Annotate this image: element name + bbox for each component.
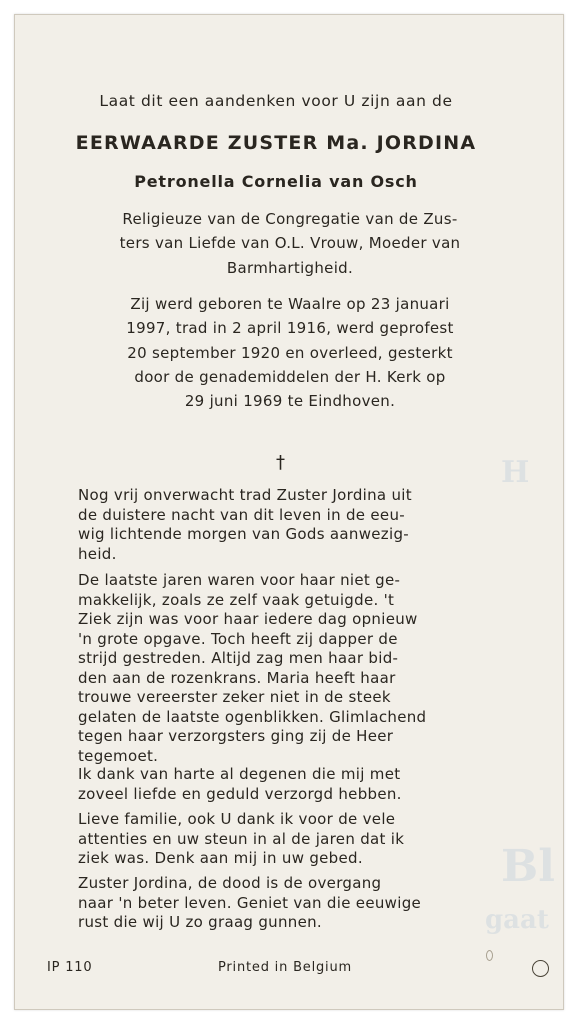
body-paragraph xyxy=(78,874,492,933)
text-line: Barmhartigheid. xyxy=(226,258,354,277)
text-line: Zuster Jordina, de dood is de overgang xyxy=(78,874,382,892)
text-line: Ik dank van harte al degenen die mij met xyxy=(78,765,401,783)
life-dates-paragraph xyxy=(78,292,502,413)
text-line: 20 september 1920 en overleed, gesterkt xyxy=(127,343,453,362)
text-line: naar 'n beter leven. Geniet van die eeuwige xyxy=(78,893,422,912)
body-paragraph xyxy=(78,810,492,869)
print-code: IP 110 xyxy=(47,960,93,975)
text-line: attenties en uw steun in al de jaren dat ik xyxy=(78,829,405,848)
cross-icon: † xyxy=(276,452,285,473)
text-line: heid. xyxy=(78,544,117,563)
text-line: strijd gestreden. Altijd zag men haar bid- xyxy=(78,649,399,667)
deceased-full-name: Petronella Cornelia van Osch xyxy=(134,172,418,191)
text-line: Religieuze van de Congregatie van de Zus- xyxy=(122,210,458,228)
text-line: Zij werd geboren te Waalre op 23 januari xyxy=(130,295,450,313)
deceased-title: EERWAARDE ZUSTER Ma. JORDINA xyxy=(75,132,477,154)
text-line: De laatste jaren waren voor haar niet ge- xyxy=(78,571,401,589)
text-line: Nog vrij onverwacht trad Zuster Jordina uit xyxy=(78,486,412,504)
printed-in-note: Printed in Belgium xyxy=(218,960,352,975)
text-line: Ziek zijn was voor haar iedere dag opnieuw xyxy=(78,610,418,628)
show-through-text: H xyxy=(501,455,530,490)
intro-line: Laat dit een aandenken voor U zijn aan de xyxy=(99,92,453,110)
text-line: den aan de rozenkrans. Maria heeft haar xyxy=(78,668,396,687)
text-line: trouwe vereerster zeker niet in de steek xyxy=(78,688,391,706)
text-line: tegen haar verzorgsters ging zij de Heer xyxy=(78,727,394,745)
text-line: 'n grote opgave. Toch heeft zij dapper de xyxy=(78,629,398,648)
text-line: tegemoet. xyxy=(78,746,159,765)
body-paragraph xyxy=(78,571,492,766)
text-line: wig lichtende morgen van Gods aanwezig- xyxy=(78,525,409,543)
text-line: 29 juni 1969 te Eindhoven. xyxy=(184,392,396,411)
paper-mark xyxy=(486,950,493,961)
text-line: de duistere nacht van dit leven in de eeu- xyxy=(78,505,405,524)
text-line: door de genademiddelen der H. Kerk op xyxy=(134,367,446,386)
text-line: zoveel liefde en geduld verzorgd hebben. xyxy=(78,784,402,803)
show-through-text: gaat xyxy=(485,905,549,935)
text-line: Lieve familie, ook U dank ik voor de vele xyxy=(78,810,396,828)
text-line: 1997, trad in 2 april 1916, werd geprofest xyxy=(126,319,454,338)
text-line: gelaten de laatste ogenblikken. Glimlachend xyxy=(78,707,427,726)
text-line: makkelijk, zoals ze zelf vaak getuigde. 't xyxy=(78,590,395,609)
printer-seal-icon xyxy=(532,960,549,977)
show-through-text: Bl xyxy=(501,841,555,892)
text-line: rust die wij U zo graag gunnen. xyxy=(78,913,322,931)
text-line: ters van Liefde van O.L. Vrouw, Moeder van xyxy=(119,234,461,253)
body-paragraph xyxy=(78,765,492,804)
text-line: ziek was. Denk aan mij in uw gebed. xyxy=(78,849,363,867)
body-paragraph xyxy=(78,486,492,564)
congregation-paragraph xyxy=(78,207,502,280)
